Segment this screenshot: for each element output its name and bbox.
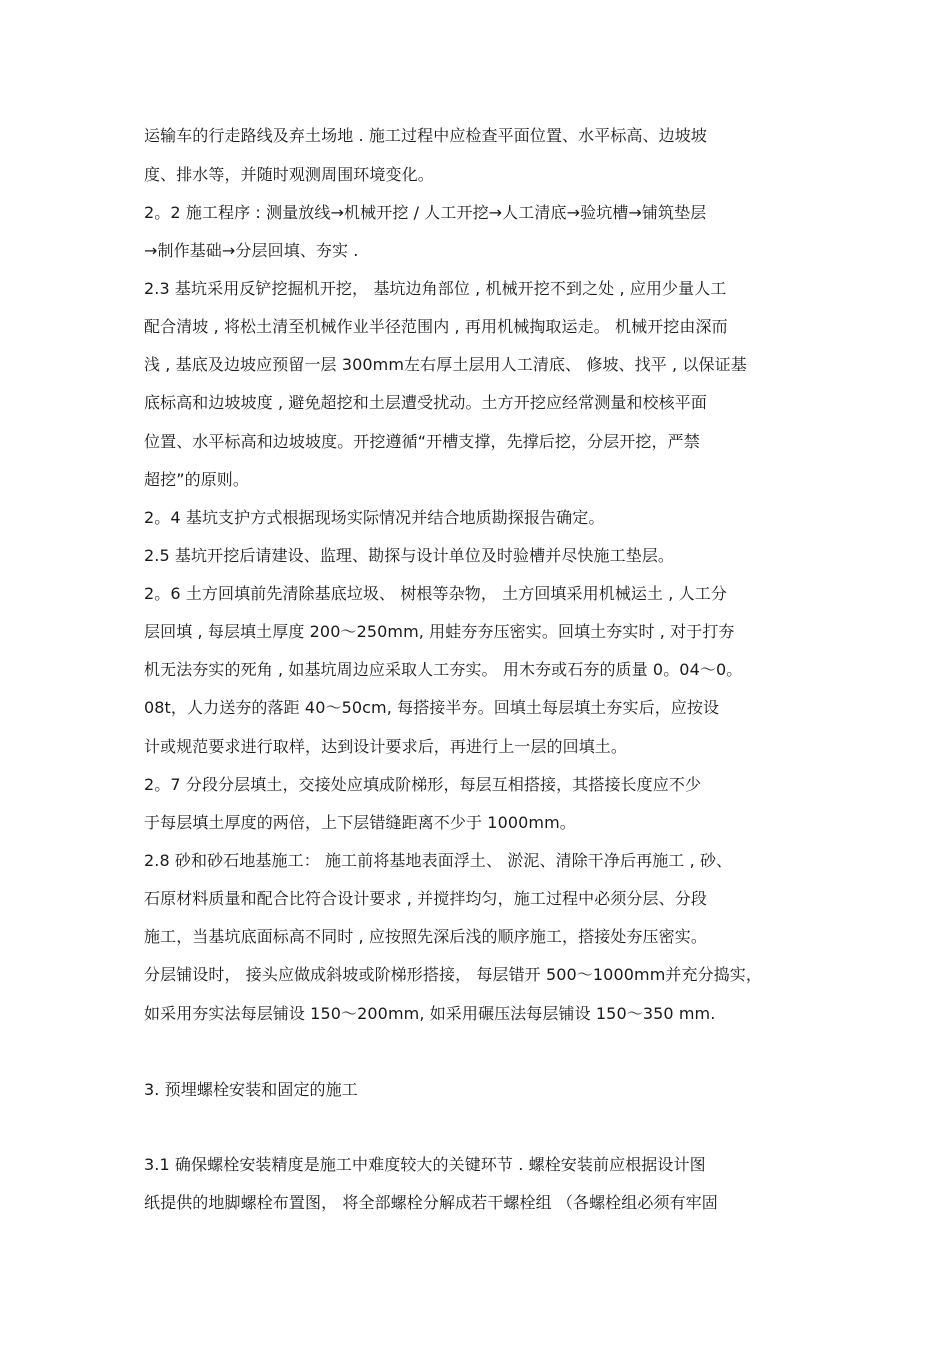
text-line: 浅 , 基底及边坡应预留一层 300mm左右厚土层用人工清底、 修坡、找平 , 以保证基 [144,355,747,374]
text-line: 2。6 土方回填前先清除基底垃圾、 树根等杂物， 土方回填采用机械运土 , 人工分 [144,584,727,603]
text-line: 底标高和边坡坡度 , 避免超挖和土层遭受扰动。土方开挖应经常测量和校核平面 [144,393,707,412]
section-heading: 3. 预埋螺栓安装和固定的施工 [144,1080,358,1099]
text-line: 施工，当基坑底面标高不同时 , 应按照先深后浅的顺序施工，搭接处夯压密实。 [144,927,707,946]
text-line: 位置、水平标高和边坡坡度。开挖遵循“开槽支撑，先撑后挖，分层开挖，严禁 [144,432,700,451]
text-line: 于每层填土厚度的两倍，上下层错缝距离不少于 1000mm。 [144,813,576,832]
text-line: 2.3 基坑采用反铲挖掘机开挖， 基坑边角部位 , 机械开挖不到之处 , 应用少量人工 [144,279,727,298]
text-line: 3.1 确保螺栓安装精度是施工中难度较大的关键环节 . 螺栓安装前应根据设计图 [144,1155,706,1174]
text-line: 度、排水等，并随时观测周围环境变化。 [144,165,434,184]
text-line: →制作基础→分层回填、夯实 . [144,241,359,260]
text-line: 计或规范要求进行取样，达到设计要求后，再进行上一层的回填土。 [144,737,628,756]
text-line: 2。7 分段分层填土，交接处应填成阶梯形，每层互相搭接，其搭接长度应不少 [144,775,702,794]
text-line: 纸提供的地脚螺栓布置图， 将全部螺栓分解成若干螺栓组 （各螺栓组必须有牢固 [144,1193,718,1212]
text-line: 配合清坡 , 将松土清至机械作业半径范围内 , 再用机械掏取运走。 机械开挖由深而 [144,317,728,336]
text-line: 层回填 , 每层填土厚度 200～250mm, 用蛙夯夯压密实。回填土夯实时 , 对于打夯 [144,622,735,641]
text-line: 机无法夯实的死角 , 如基坑周边应采取人工夯实。 用木夯或石夯的质量 0。04～0。 [144,660,743,679]
text-line: 如采用夯实法每层铺设 150～200mm, 如采用碾压法每层铺设 150～350 mm. [144,1004,716,1023]
text-line: 2.8 砂和砂石地基施工： 施工前将基地表面浮土、 淤泥、清除干净后再施工 , 砂、 [144,851,733,870]
text-line: 08t，人力送夯的落距 40～50cm, 每搭接半夯。回填土每层填土夯实后，应按设 [144,698,720,717]
text-line: 运输车的行走路线及弃土场地 . 施工过程中应检查平面位置、水平标高、边坡坡 [144,126,707,145]
text-line: 超挖”的原则。 [144,470,249,489]
text-line: 2。4 基坑支护方式根据现场实际情况并结合地质勘探报告确定。 [144,508,605,527]
text-line: 石原材料质量和配合比符合设计要求 , 并搅拌均匀，施工过程中必须分层、分段 [144,889,707,908]
text-line: 2。2 施工程序 : 测量放线→机械开挖 / 人工开挖→人工清底→验坑槽→铺筑垫层 [144,203,707,222]
text-line: 2.5 基坑开挖后请建设、监理、勘探与设计单位及时验槽并尽快施工垫层。 [144,546,675,565]
text-line: 分层铺设时， 接头应做成斜坡或阶梯形搭接， 每层错开 500～1000mm并充分捣实， [144,965,762,984]
